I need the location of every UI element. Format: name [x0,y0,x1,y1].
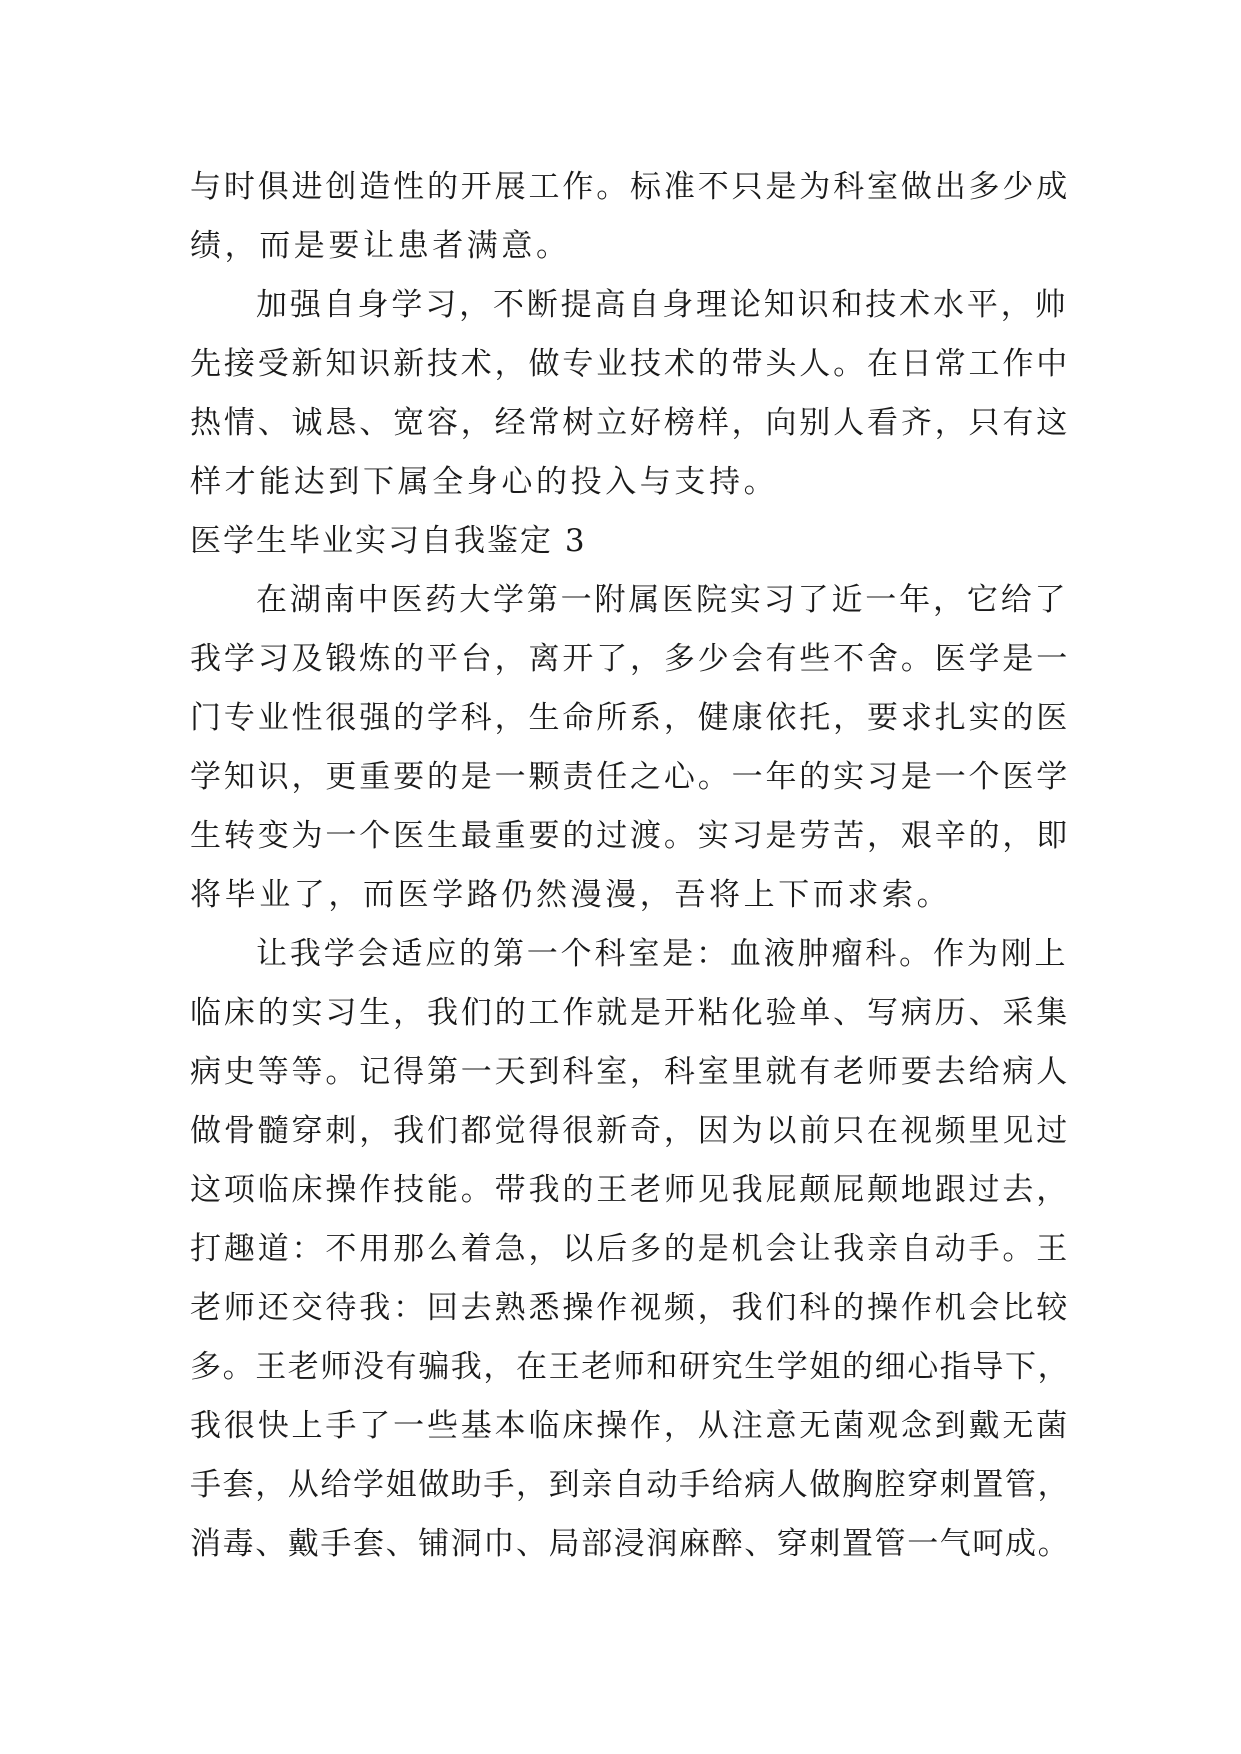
text-line: 加强自身学习，不断提高自身理论知识和技术水平，帅 [256,287,1069,323]
text-line: 生转变为一个医生最重要的过渡。实习是劳苦，艰辛的，即 [190,818,1071,854]
text-line: 老师还交待我：回去熟悉操作视频，我们科的操作机会比较 [190,1290,1071,1326]
text-line: 热情、诚恳、宽容，经常树立好榜样，向别人看齐，只有这 [190,405,1071,441]
text-line: 门专业性很强的学科，生命所系，健康依托，要求扎实的医 [190,700,1071,736]
text-line: 做骨髓穿刺，我们都觉得很新奇，因为以前只在视频里见过 [190,1113,1071,1149]
text-line: 让我学会适应的第一个科室是：血液肿瘤科。作为刚上 [256,936,1069,972]
text-line: 在湖南中医药大学第一附属医院实习了近一年，它给了 [256,582,1069,618]
text-line: 手套，从给学姐做助手，到亲自动手给病人做胸腔穿刺置管， [190,1467,1071,1503]
text-line: 将毕业了，而医学路仍然漫漫，吾将上下而求索。 [190,877,952,913]
text-line: 病史等等。记得第一天到科室，科室里就有老师要去给病人 [190,1054,1071,1090]
text-line: 绩，而是要让患者满意。 [190,228,571,264]
text-line: 临床的实习生，我们的工作就是开粘化验单、写病历、采集 [190,995,1071,1031]
text-line: 我很快上手了一些基本临床操作，从注意无菌观念到戴无菌 [190,1408,1071,1444]
text-line: 打趣道：不用那么着急，以后多的是机会让我亲自动手。王 [190,1231,1071,1267]
text-line: 样才能达到下属全身心的投入与支持。 [190,464,779,500]
text-line: 与时俱进创造性的开展工作。标准不只是为科室做出多少成 [190,169,1071,205]
section-heading: 医学生毕业实习自我鉴定 3 [190,523,587,559]
text-line: 先接受新知识新技术，做专业技术的带头人。在日常工作中 [190,346,1071,382]
text-line: 消毒、戴手套、铺洞巾、局部浸润麻醉、穿刺置管一气呵成。 [190,1526,1071,1562]
text-line: 这项临床操作技能。带我的王老师见我屁颠屁颠地跟过去， [190,1172,1071,1208]
text-line: 学知识，更重要的是一颗责任之心。一年的实习是一个医学 [190,759,1071,795]
text-line: 我学习及锻炼的平台，离开了，多少会有些不舍。医学是一 [190,641,1071,677]
text-line: 多。王老师没有骗我，在王老师和研究生学姐的细心指导下， [190,1349,1071,1385]
document-body [190,158,1070,1574]
